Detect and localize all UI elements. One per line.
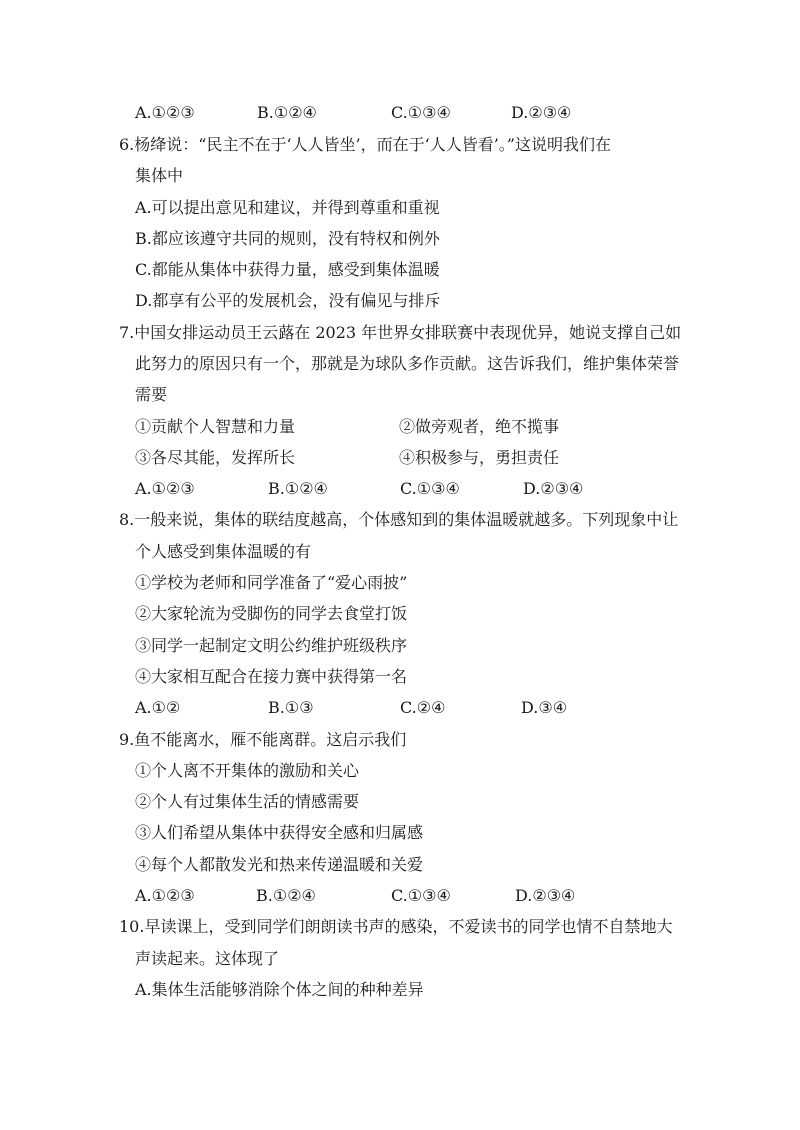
q7-item-2: ②做旁观者，绝不揽事 xyxy=(399,417,560,436)
q7-item-4: ④积极参与，勇担责任 xyxy=(399,448,560,467)
q7-stem-line-3: 需要 xyxy=(135,385,168,404)
q7-option-a: A.①②③ xyxy=(135,479,195,498)
q7-option-d: D.②③④ xyxy=(523,479,584,498)
q8-option-a: A.①② xyxy=(135,698,181,717)
q9-stem-line-1: 9.鱼不能离水，雁不能离群。这启示我们 xyxy=(119,730,407,749)
q9-item-4: ④每个人都散发光和热来传递温暖和关爱 xyxy=(135,855,424,874)
q6-stem-line-1: 6.杨绛说：“民主不在于‘人人皆坐’，而在于‘人人皆看’。”这说明我们在 xyxy=(119,135,611,154)
q9-item-1: ①个人离不开集体的激励和关心 xyxy=(135,761,360,780)
q8-stem-line-2: 个人感受到集体温暖的有 xyxy=(135,542,312,561)
q8-option-b: B.①③ xyxy=(268,698,314,717)
q10-stem-line-1: 10.早读课上，受到同学们朗朗读书声的感染，不爱读书的同学也情不自禁地大 xyxy=(119,917,673,936)
q6-option-d: D.都享有公平的发展机会，没有偏见与排斥 xyxy=(135,291,441,310)
q7-stem-line-2: 此努力的原因只有一个，那就是为球队多作贡献。这告诉我们，维护集体荣誉 xyxy=(135,354,680,373)
q8-item-2: ②大家轮流为受脚伤的同学去食堂打饭 xyxy=(135,604,408,623)
q7-option-c: C.①③④ xyxy=(400,479,460,498)
q9-option-a: A.①②③ xyxy=(135,886,195,905)
q9-item-2: ②个人有过集体生活的情感需要 xyxy=(135,792,360,811)
q8-item-1: ①学校为老师和同学准备了“爱心雨披” xyxy=(135,573,408,592)
q9-option-c: C.①③④ xyxy=(391,886,451,905)
q6-option-a: A.可以提出意见和建议，并得到尊重和重视 xyxy=(135,198,440,217)
q9-option-b: B.①②④ xyxy=(256,886,316,905)
q6-stem-line-2: 集体中 xyxy=(135,166,184,185)
q9-option-d: D.②③④ xyxy=(515,886,576,905)
q8-item-4: ④大家相互配合在接力赛中获得第一名 xyxy=(135,667,408,686)
q8-option-d: D.③④ xyxy=(521,698,568,717)
q8-stem-line-1: 8.一般来说，集体的联结度越高，个体感知到的集体温暖就越多。下列现象中让 xyxy=(119,510,679,529)
q8-item-3: ③同学一起制定文明公约维护班级秩序 xyxy=(135,636,408,655)
q9-item-3: ③人们希望从集体中获得安全感和归属感 xyxy=(135,823,424,842)
q7-item-3: ③各尽其能，发挥所长 xyxy=(135,448,296,467)
q8-option-c: C.②④ xyxy=(400,698,446,717)
q7-item-1: ①贡献个人智慧和力量 xyxy=(135,417,296,436)
q5-option-b: B.①②④ xyxy=(257,103,317,122)
q7-stem-line-1: 7.中国女排运动员王云蕗在 2023 年世界女排联赛中表现优异，她说支撑自己如 xyxy=(119,323,682,342)
q5-option-c: C.①③④ xyxy=(391,103,451,122)
q5-option-a: A.①②③ xyxy=(135,103,195,122)
q6-option-c: C.都能从集体中获得力量，感受到集体温暖 xyxy=(135,260,440,279)
q5-option-d: D.②③④ xyxy=(511,103,572,122)
q10-option-a: A.集体生活能够消除个体之间的种种差异 xyxy=(135,980,424,999)
q6-option-b: B.都应该遵守共同的规则，没有特权和例外 xyxy=(135,229,440,248)
q7-option-b: B.①②④ xyxy=(268,479,328,498)
q10-stem-line-2: 声读起来。这体现了 xyxy=(135,949,280,968)
